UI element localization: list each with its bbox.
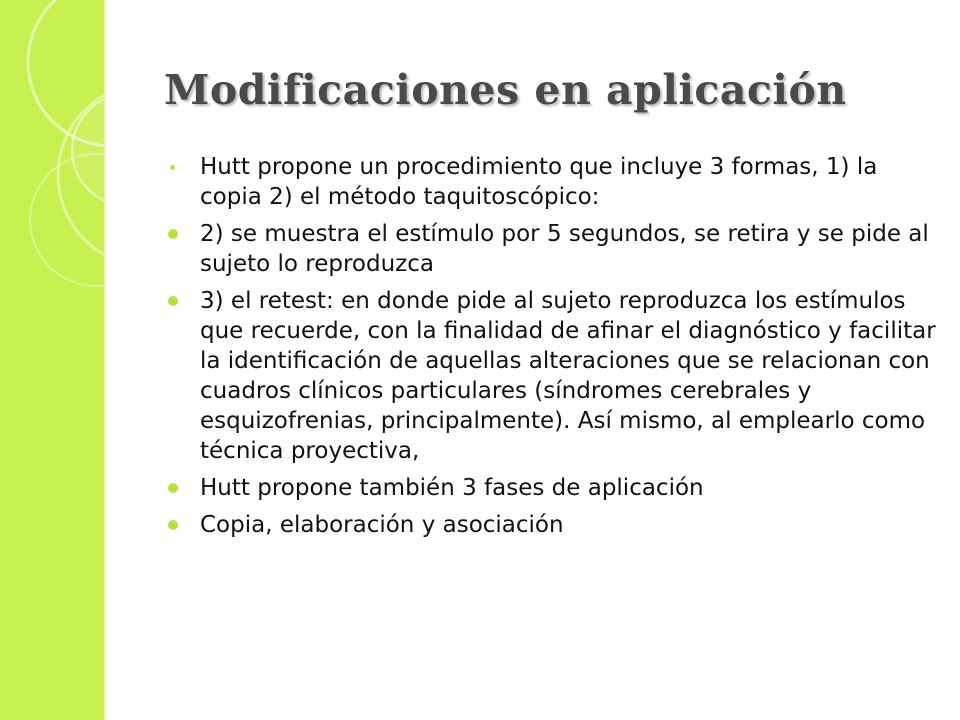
decorative-sidebar bbox=[0, 0, 104, 720]
bullet-text: Hutt propone un procedimiento que incluye 3 formas, 1) la copia 2) el método taquitoscópico: bbox=[200, 154, 878, 210]
sidebar-edge bbox=[104, 0, 106, 720]
slide-title: Modificaciones en aplicación bbox=[164, 66, 847, 114]
bullet-dot-icon bbox=[170, 165, 175, 170]
bullet-dot-icon bbox=[168, 229, 178, 239]
bullet-text: 3) el retest: en donde pide al sujeto reproduzca los estímulos que recuerde, con la finalidad de afinar el diagnóstico y facilitar la identificación de aquellas alteraciones que se relacionan con cuadros clínicos particulares (síndromes cerebrales y esquizofrenias, principalmente). Así mismo, al emplearlo como técnica proyectiva, bbox=[200, 288, 936, 464]
bullet-dot-icon bbox=[168, 520, 178, 530]
bullet-dot-icon bbox=[168, 296, 178, 306]
bullet-text: 2) se muestra el estímulo por 5 segundos, se retira y se pide al sujeto lo reproduzca bbox=[200, 221, 929, 277]
bullet-item bbox=[168, 152, 938, 212]
bullet-item bbox=[168, 286, 938, 466]
bullet-item bbox=[168, 219, 938, 279]
bullet-list bbox=[168, 152, 938, 547]
decorative-circles-icon bbox=[0, 0, 104, 720]
bullet-dot-icon bbox=[168, 483, 178, 493]
bullet-item bbox=[168, 510, 938, 540]
bullet-text: Hutt propone también 3 fases de aplicación bbox=[200, 475, 704, 501]
bullet-text: Copia, elaboración y asociación bbox=[200, 512, 564, 538]
bullet-item bbox=[168, 473, 938, 503]
